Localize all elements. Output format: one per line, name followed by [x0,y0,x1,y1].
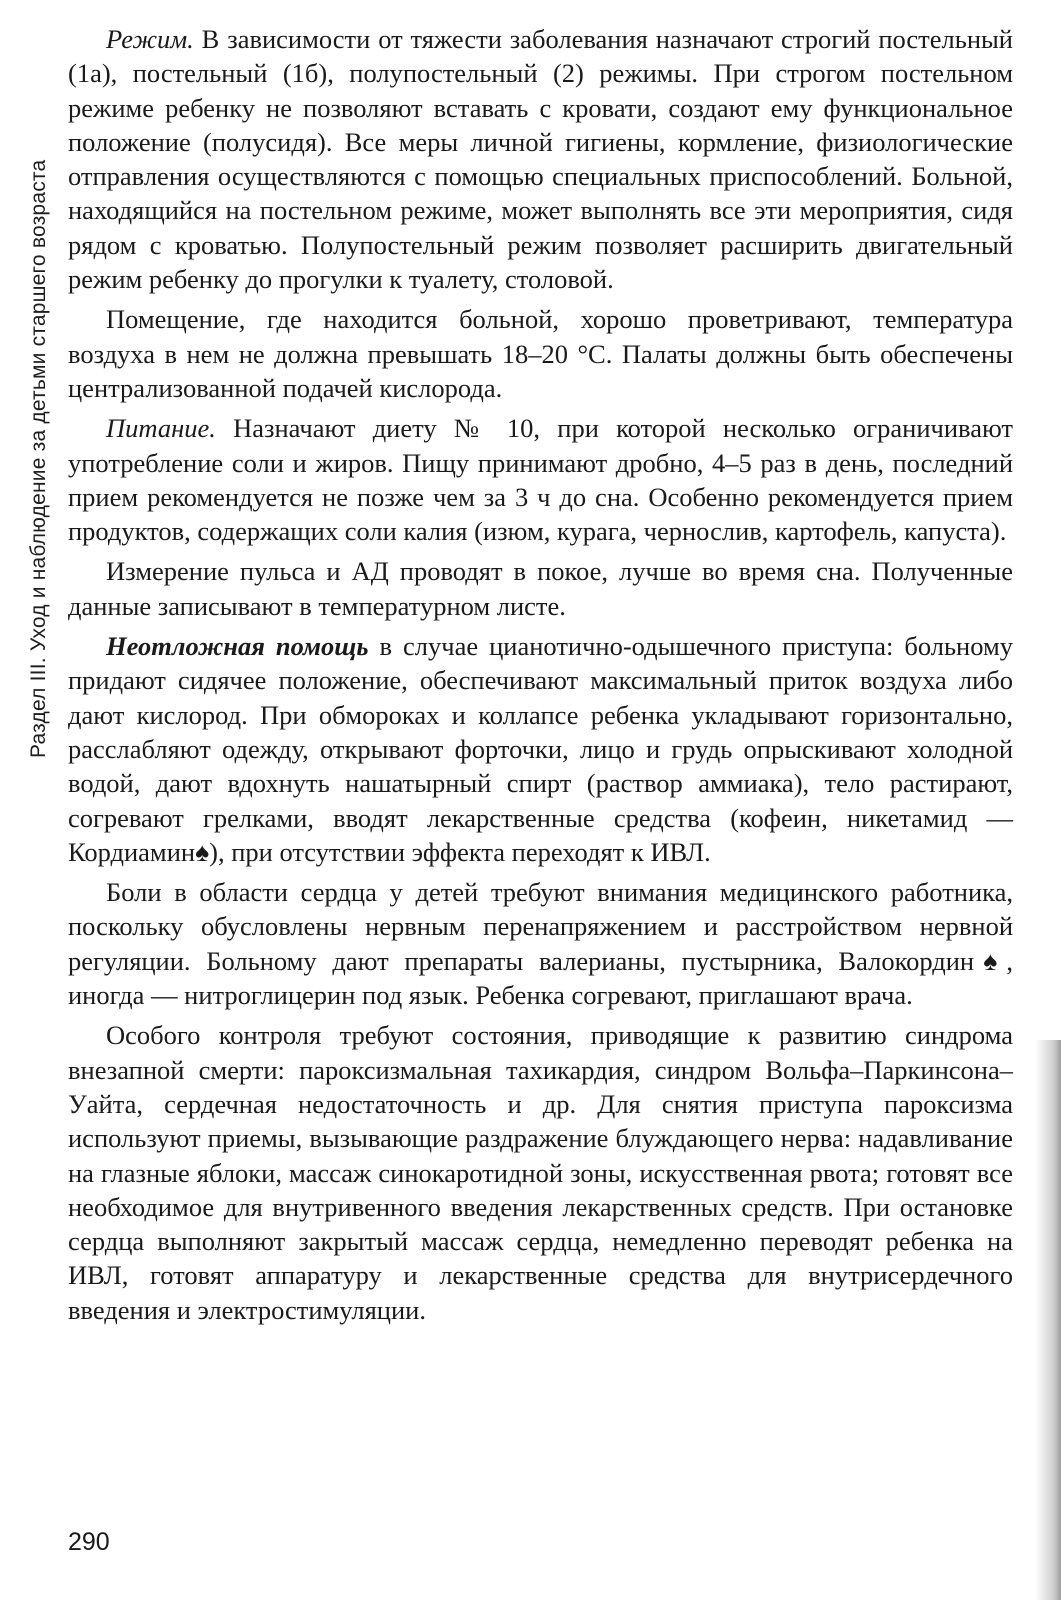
running-header: Раздел III. Уход и наблюдение за детьми старшего возраста [27,159,50,758]
paragraph-regime [68,22,1013,296]
paragraph-heart-pain [68,875,1013,1012]
paragraph-text: в случае цианотично-одышечного приступа: больному придают сидячее положение, обеспечивают максимальный приток воздуха либо дают кислород. При обмороках и коллапсе ребенка укладывают горизонтально, расслабляют одежду, открывают форточки, лицо и грудь опрыскивают холодной водой, дают вдохнуть нашатырный спирт (раствор аммиака), тело растирают, согревают грелками, вводят лекарственные средства (кофеин, никетамид — Кордиамин♠), при отсутствии эффекта переходят к ИВЛ. [68,631,1013,867]
paragraph-text: Боли в области сердца у детей требуют внимания медицинского работника, поскольку обусловлены нервным перенапряжением и расстройством нервной регуляции. Больному дают препараты валерианы, пустырника, Валокордин♠, иногда — нитроглицерин под язык. Ребенка согревают, приглашают врача. [68,877,1013,1011]
paragraph-text: В зависимости от тяжести заболевания назначают строгий постельный (1а), постельный (1б), полупостельный (2) режимы. При строгом постельном режиме ребенку не позволяют вставать с кровати, создают ему функциональное положение (полусидя). Все меры личной гигиены, кормление, физиологические отправления осуществляются с помощью специальных приспособлений. Больной, находящийся на постельном режиме, может выполнять все эти мероприятия, сидя рядом с кроватью. Полупостельный режим позволяет расширить двигательный режим ребенку до прогулки к туалету, столовой. [68,24,1013,295]
page-edge-shadow [1035,1040,1061,1600]
paragraph-text: Помещение, где находится больной, хорошо проветривают, температура воздуха в нем не должна превышать 18–20 °С. Палаты должны быть обеспечены централизованной подачей кислорода. [68,304,1013,403]
body-text [68,22,1013,1327]
page-number: 290 [68,1528,110,1556]
run-in-heading: Неотложная помощь [106,631,369,662]
paragraph-measurement [68,554,1013,623]
paragraph-nutrition [68,411,1013,548]
paragraph-emergency [68,629,1013,869]
paragraph-text: Назначают диету № 10, при которой несколько ограничивают употребление соли и жиров. Пищу принимают дробно, 4–5 раз в день, последний прием рекомендуется не позже чем за 3 ч до сна. Особенно рекомендуется прием продуктов, содержащих соли калия (изюм, курага, чернослив, картофель, капуста). [68,413,1013,547]
run-in-heading: Режим. [106,24,194,54]
paragraph-room [68,302,1013,405]
paragraph-text: Измерение пульса и АД проводят в покое, лучше во время сна. Полученные данные записывают в температурном листе. [68,556,1013,621]
run-in-heading: Питание. [106,413,216,444]
paragraph-text: Особого контроля требуют состояния, приводящие к развитию синдрома внезапной смерти: пароксизмальная тахикардия, синдром Вольфа–Паркинсона–Уайта, сердечная недостаточность и др. Для снятия приступа пароксизма используют приемы, вызывающие раздражение блуждающего нерва: надавливание на глазные яблоки, массаж синокаротидной зоны, искусственная рвота; готовят все необходимое для внутривенного введения лекарственных средств. При остановке сердца выполняют закрытый массаж сердца, немедленно переводят ребенка на ИВЛ, готовят аппаратуру и лекарственные средства для внутрисердечного введения и электростимуляции. [68,1020,1013,1325]
paragraph-sudden-death [68,1018,1013,1327]
